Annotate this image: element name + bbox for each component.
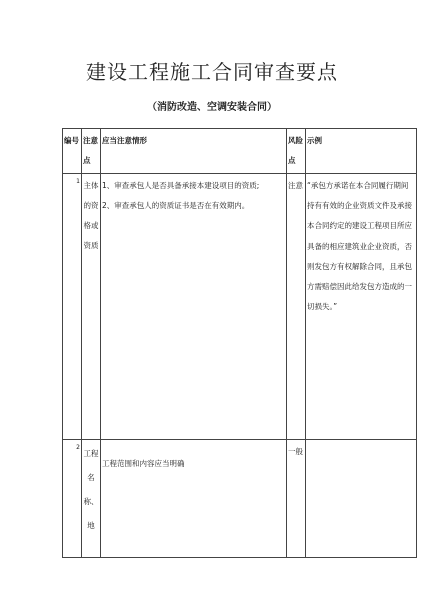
row-example: “承包方承诺在本合同履行期间持有有效的企业资质文件及承接本合同约定的建设工程项目所应具备的相应建筑业企业资质，否则发包方有权解除合同，且承包方需赔偿因此给发包方造成的一切损失。” — [306, 174, 417, 440]
header-situation: 应当注意情形 — [101, 129, 287, 174]
row-situation — [101, 440, 287, 558]
row-risk: 一般 — [287, 440, 306, 558]
row-subject: 主体的资格或资质 — [82, 174, 101, 440]
header-subject: 注意点 — [82, 129, 101, 174]
header-num: 编号 — [63, 129, 82, 174]
row-situation — [101, 174, 287, 440]
document-subtitle: （消防改造、空调安装合同） — [147, 102, 277, 113]
table-row — [63, 440, 417, 558]
row-number: 1 — [63, 174, 82, 440]
header-risk: 风险点 — [287, 129, 306, 174]
review-table — [62, 128, 417, 558]
header-example: 示例 — [306, 129, 417, 174]
situation-line: 1、审查承包人是否具备承接本建设项目的资质; — [102, 181, 260, 190]
row-example — [306, 440, 417, 558]
row-risk: 注意 — [287, 174, 306, 440]
row-subject: 工程名称、地 — [82, 440, 101, 558]
document-title: 建设工程施工合同审查要点 — [86, 60, 338, 84]
row-number: 2 — [63, 440, 82, 558]
situation-line: 2、审查承包人的资质证书是否在有效期内。 — [102, 201, 250, 210]
table-row — [63, 174, 417, 440]
situation-line: 工程范围和内容应当明确 — [102, 459, 185, 468]
table-header-row — [63, 129, 417, 174]
